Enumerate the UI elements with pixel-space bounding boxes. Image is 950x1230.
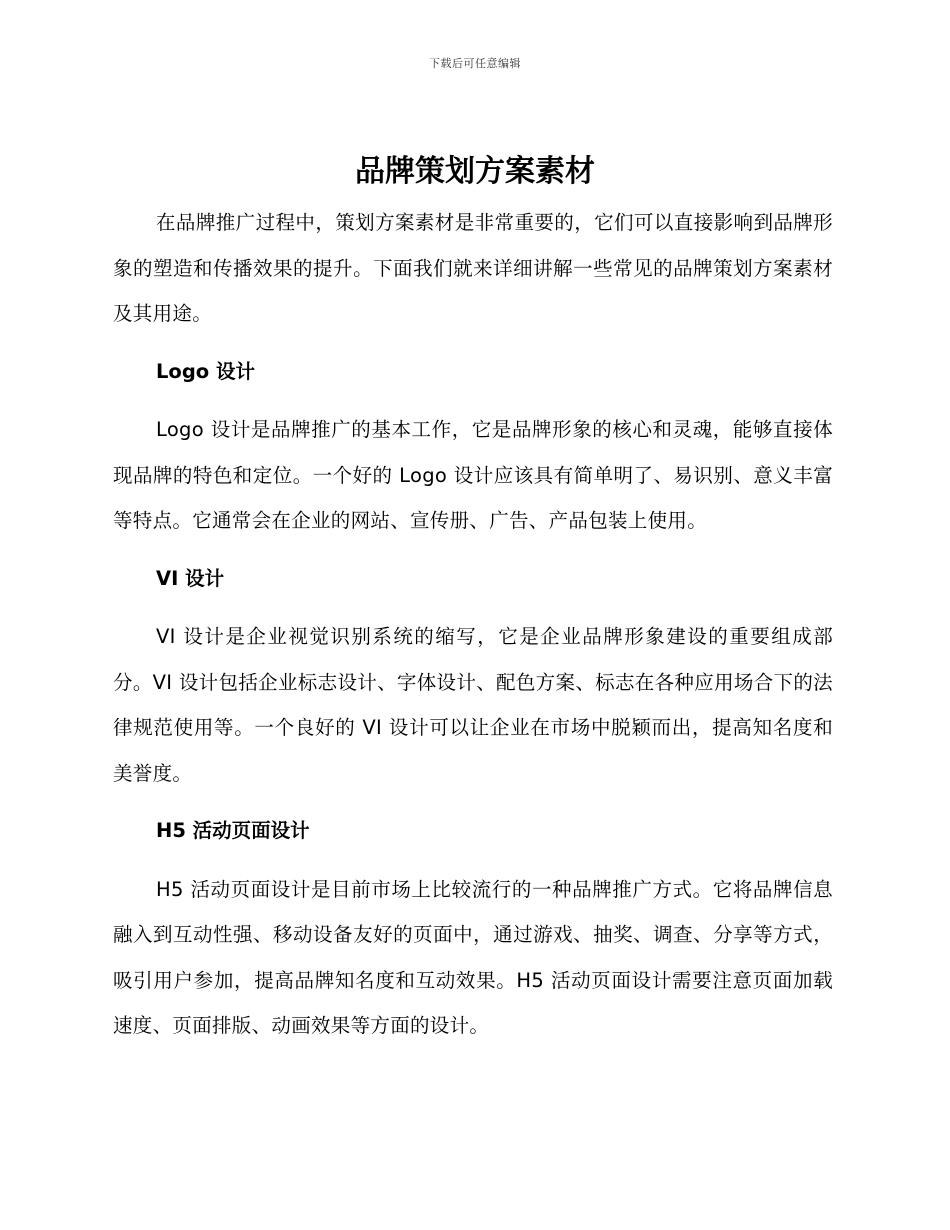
section-heading-vi: VI 设计: [156, 566, 225, 590]
section-body-logo: Logo 设计是品牌推广的基本工作，它是品牌形象的核心和灵魂，能够直接体现品牌的特色和定位。一个好的 Logo 设计应该具有简单明了、易识别、意义丰富等特点。它通常会在企业的网站、宣传册、广告、产品包装上使用。: [113, 418, 833, 532]
intro-paragraph: 在品牌推广过程中，策划方案素材是非常重要的，它们可以直接影响到品牌形象的塑造和传播效果的提升。下面我们就来详细讲解一些常见的品牌策划方案素材及其用途。: [113, 211, 833, 325]
section-heading-h5: H5 活动页面设计: [156, 819, 310, 842]
section-heading-logo: Logo 设计: [156, 359, 255, 383]
document-body: [113, 200, 833, 1049]
document-title: 品牌策划方案素材: [355, 154, 595, 189]
page-header-note: 下载后可任意编辑: [429, 57, 521, 70]
section-body-vi: VI 设计是企业视觉识别系统的缩写，它是企业品牌形象建设的重要组成部分。VI 设计包括企业标志设计、字体设计、配色方案、标志在各种应用场合下的法律规范使用等。一个良好的 VI 设计可以让企业在市场中脱颖而出，提高知名度和美誉度。: [113, 625, 833, 785]
section-body-h5: H5 活动页面设计是目前市场上比较流行的一种品牌推广方式。它将品牌信息融入到互动性强、移动设备友好的页面中，通过游戏、抽奖、调查、分享等方式，吸引用户参加，提高品牌知名度和互动效果。H5 活动页面设计需要注意页面加载速度、页面排版、动画效果等方面的设计。: [113, 877, 833, 1037]
